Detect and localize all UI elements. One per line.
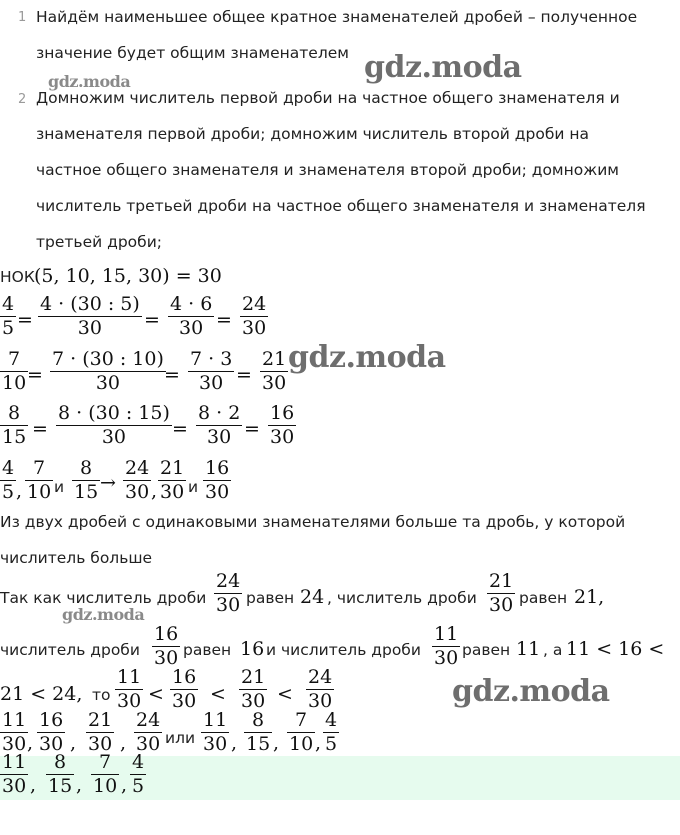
fraction: 16 30 [154, 623, 179, 669]
comma: , [70, 732, 77, 754]
fraction: 24 30 [216, 570, 241, 616]
fraction: 24 30 [242, 293, 267, 339]
fraction: 8 · (30 : 15) 30 [58, 402, 170, 448]
step-text: значение будет общим знаменателем [36, 44, 349, 62]
paragraph-text: , а [543, 641, 563, 659]
value: 11 [516, 638, 541, 660]
comma: , [121, 774, 128, 796]
fraction: 7 10 [27, 457, 52, 503]
fraction: 11 30 [434, 623, 459, 669]
lcm-expression: (5, 10, 15, 30) = 30 [34, 265, 222, 287]
comma: , [30, 774, 37, 796]
watermark: gdz.moda [48, 72, 131, 91]
comma: , [315, 732, 322, 754]
fraction: 21 30 [262, 348, 287, 394]
step-number: 1 [18, 10, 27, 25]
equals-sign: = [17, 309, 33, 331]
step-number: 2 [18, 92, 27, 107]
watermark: gdz.moda [452, 674, 610, 709]
conjunction: и [54, 478, 65, 496]
answer-fraction: 7 10 [93, 751, 118, 797]
equals-sign: = [172, 418, 188, 440]
rule-text: числитель больше [0, 549, 153, 567]
fraction: 11 30 [2, 709, 27, 755]
less-than: < [148, 683, 164, 705]
fraction: 24 30 [136, 709, 161, 755]
fraction: 4 5 [325, 709, 338, 755]
paragraph-text: , числитель дроби [327, 589, 477, 607]
fraction: 7 10 [2, 348, 27, 394]
comma: , [27, 732, 34, 754]
paragraph-text: Так как числитель дроби [0, 589, 207, 607]
rule-text: Из двух дробей с одинаковыми знаменателями больше та дробь, у которой [0, 513, 626, 531]
fraction: 4 5 [2, 293, 15, 339]
answer-fraction: 4 5 [132, 751, 145, 797]
fraction: 4 · 6 30 [170, 293, 213, 339]
conjunction: или [165, 729, 196, 747]
equals-sign: = [216, 309, 232, 331]
step-text: знаменателя первой дроби; домножим числитель второй дроби на [36, 125, 590, 143]
fraction: 7 · (30 : 10) 30 [52, 348, 164, 394]
answer-fraction: 8 15 [48, 751, 73, 797]
fraction: 21 30 [88, 709, 113, 755]
fraction: 16 30 [270, 402, 295, 448]
fraction: 4 · (30 : 5) 30 [40, 293, 140, 339]
fraction: 8 15 [74, 457, 99, 503]
fraction: 16 30 [39, 709, 64, 755]
value: 16 [240, 638, 265, 660]
fraction: 21 30 [160, 457, 185, 503]
watermark: gdz.moda [62, 605, 145, 624]
fraction: 16 30 [172, 666, 197, 712]
watermark: gdz.moda [364, 50, 522, 85]
paragraph-text: и числитель дроби [266, 641, 421, 659]
equals-sign: = [236, 364, 252, 386]
fraction: 24 30 [308, 666, 333, 712]
inequality: 11 < 16 < [566, 638, 665, 660]
comma: , [151, 480, 158, 502]
paragraph-text: равен [183, 641, 232, 659]
fraction: 8 15 [246, 709, 271, 755]
fraction: 7 · 3 30 [190, 348, 233, 394]
paragraph-text: равен [462, 641, 511, 659]
less-than: < [210, 683, 226, 705]
paragraph-text: равен [519, 589, 568, 607]
inequality: 21 < 24, [0, 683, 83, 705]
value: 21, [574, 586, 605, 608]
fraction: 4 5 [2, 457, 15, 503]
comma: , [231, 732, 238, 754]
fraction: 24 30 [125, 457, 150, 503]
comma: , [273, 732, 280, 754]
comma: , [76, 774, 83, 796]
paragraph-text: равен [246, 589, 295, 607]
equals-sign: = [32, 418, 48, 440]
value: 24 [300, 586, 325, 608]
comma: , [16, 480, 23, 502]
fraction: 7 10 [289, 709, 314, 755]
step-text: Найдём наименьшее общее кратное знаменателей дробей – полученное [36, 8, 638, 26]
fraction: 21 30 [241, 666, 266, 712]
step-text: Домножим числитель первой дроби на частное общего знаменателя и [36, 89, 620, 107]
arrow: → [100, 472, 116, 494]
paragraph-text: числитель дроби [0, 641, 140, 659]
step-text: частное общего знаменателя и знаменателя второй дроби; домножим [36, 161, 619, 179]
watermark: gdz.moda [288, 340, 446, 375]
fraction: 8 · 2 30 [198, 402, 241, 448]
paragraph-text: то [92, 686, 111, 704]
fraction: 16 30 [205, 457, 230, 503]
conjunction: и [188, 478, 199, 496]
fraction: 11 30 [117, 666, 142, 712]
step-text: третьей дроби; [36, 233, 162, 251]
equals-sign: = [244, 418, 260, 440]
comma: , [120, 732, 127, 754]
answer-fraction: 11 30 [2, 751, 27, 797]
equals-sign: = [27, 364, 43, 386]
fraction: 21 30 [489, 570, 514, 616]
fraction: 11 30 [203, 709, 228, 755]
lcm-label: НОК [0, 268, 35, 286]
equals-sign: = [164, 364, 180, 386]
step-text: числитель третьей дроби на частное общего знаменателя и знаменателя [36, 197, 646, 215]
less-than: < [277, 683, 293, 705]
fraction: 8 15 [2, 402, 27, 448]
equals-sign: = [144, 309, 160, 331]
